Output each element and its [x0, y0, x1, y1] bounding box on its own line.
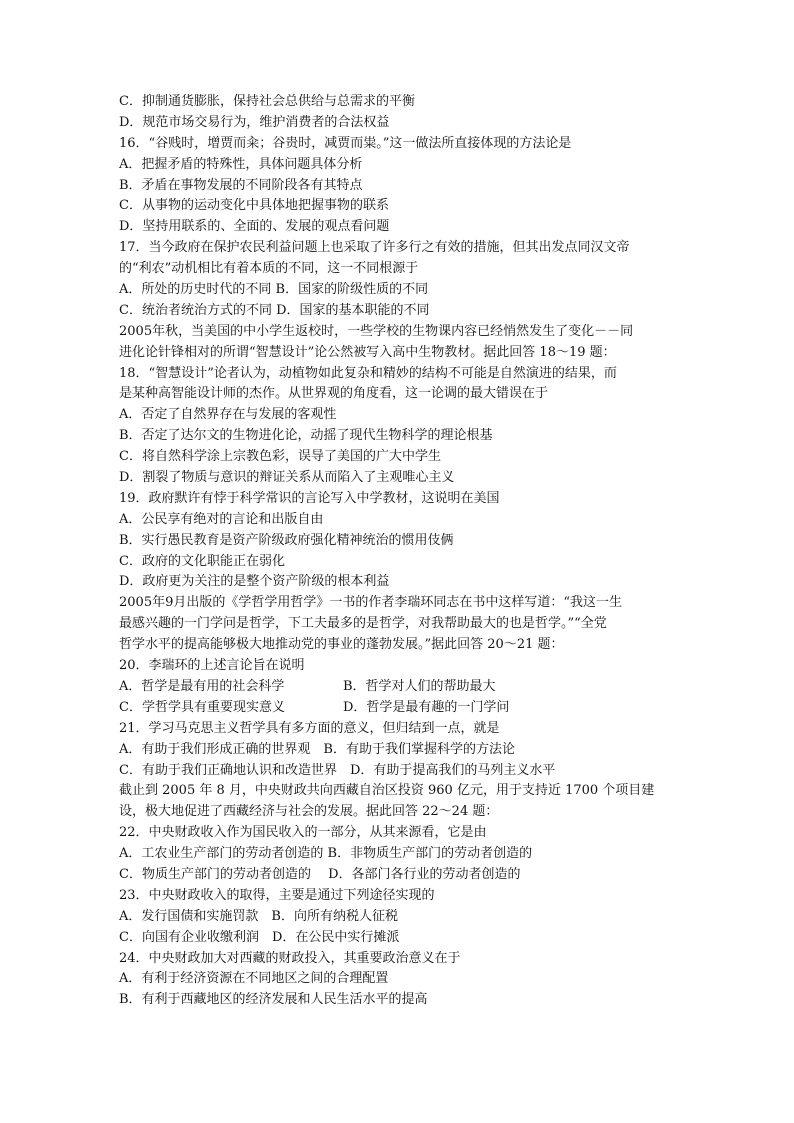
option-left: C．学哲学具有重要现实意义 [119, 699, 285, 715]
option-right: D．哲学是最有趣的一门学问 [343, 699, 510, 715]
text-line: B．有利于西藏地区的经济发展和人民生活水平的提高 [119, 992, 428, 1008]
text-line: 18．“智慧设计”论者认为，动植物如此复杂和精妙的结构不可能是自然演进的结果，而 [119, 365, 617, 381]
text-line: C．从事物的运动变化中具体地把握事物的联系 [119, 198, 389, 214]
text-line: 16．“谷贱时，增贾而籴；谷贵时，减贾而粜。”这一做法所直接体现的方法论是 [119, 135, 572, 151]
option-left: A．哲学是最有用的社会科学 [119, 678, 285, 694]
text-line: A．有利于经济资源在不同地区之间的合理配置 [119, 971, 389, 987]
text-line: A．把握矛盾的特殊性，具体问题具体分析 [119, 156, 363, 172]
text-line: 进化论针锋相对的所谓“智慧设计”论公然被写入高中生物教材。据此回答 18～19 题： [119, 344, 616, 360]
text-line: 哲学水平的提高能够极大地推动党的事业的蓬勃发展。”据此回答 20～21 题： [119, 637, 564, 653]
text-line: 最感兴趣的一门学问是哲学，下工夫最多的是哲学，对我帮助最大的也是哲学。”“全党 [119, 616, 607, 632]
text-line: 的“利农”动机相比有着本质的不同，这一不同根源于 [119, 261, 419, 277]
text-line: 24．中央财政加大对西藏的财政投入，其重要政治意义在于 [119, 950, 461, 966]
text-line: A．公民享有绝对的言论和出版自由 [119, 511, 324, 527]
text-line: D．割裂了物质与意识的辩证关系从而陷入了主观唯心主义 [119, 470, 455, 486]
text-line: 是某种高智能设计师的杰作。从世界观的角度看，这一论调的最大错误在于 [119, 386, 549, 402]
text-line: C．将自然科学涂上宗教色彩，误导了美国的广大中学生 [119, 449, 441, 465]
text-line: C．物质生产部门的劳动者创造的 D．各部门各行业的劳动者创造的 [119, 866, 521, 882]
text-line: C．政府的文化职能正在弱化 [119, 553, 285, 569]
text-line: A．否定了自然界存在与发展的客观性 [119, 407, 337, 423]
text-line: B．实行愚民教育是资产阶级政府强化精神统治的惯用伎俩 [119, 532, 454, 548]
text-line: 23．中央财政收入的取得，主要是通过下列途径实现的 [119, 887, 435, 903]
text-line: 21．学习马克思主义哲学具有多方面的意义，但归结到一点，就是 [119, 720, 500, 736]
text-line: C．有助于我们正确地认识和改造世界 D．有助于提高我们的马列主义水平 [119, 762, 556, 778]
text-line: A．有助于我们形成正确的世界观 B．有助于我们掌握科学的方法论 [119, 741, 515, 757]
text-line: A．所处的历史时代的不同 B．国家的阶级性质的不同 [119, 282, 429, 298]
text-line: 19．政府默许有悖于科学常识的言论写入中学教材，这说明在美国 [119, 490, 500, 506]
text-line: 2005年9月出版的《学哲学用哲学》一书的作者李瑞环同志在书中这样写道：“我这一生 [119, 595, 623, 611]
text-line: 17．当今政府在保护农民利益问题上也采取了许多行之有效的措施，但其出发点同汉文帝 [119, 240, 630, 256]
text-line: 截止到 2005 年 8 月，中央财政共向西藏自治区投资 960 亿元，用于支持近 1700 个项目建 [119, 783, 655, 799]
text-line: 22．中央财政收入作为国民收入的一部分，从其来源看，它是由 [119, 825, 487, 841]
text-line: 20．李瑞环的上述言论旨在说明 [119, 658, 305, 674]
text-line: D．坚持用联系的、全面的、发展的观点看问题 [119, 219, 390, 235]
text-line: A．发行国债和实施罚款 B．向所有纳税人征税 [119, 908, 398, 924]
text-line: 设，极大地促进了西藏经济与社会的发展。据此回答 22～24 题： [119, 804, 499, 820]
option-pair-line [119, 698, 679, 719]
option-right: B．哲学对人们的帮助最大 [343, 678, 496, 694]
text-line: A．工农业生产部门的劳动者创造的 B．非物质生产部门的劳动者创造的 [119, 846, 533, 862]
text-line: C．抑制通货膨胀，保持社会总供给与总需求的平衡 [119, 94, 415, 109]
text-line: B．否定了达尔文的生物进化论，动摇了现代生物科学的理论根基 [119, 428, 493, 444]
text-line: C．统治者统治方式的不同 D．国家的基本职能的不同 [119, 302, 430, 318]
text-line: 2005年秋，当美国的中小学生返校时，一些学校的生物课内容已经悄然发生了变化－－同 [119, 323, 634, 339]
text-line: B．矛盾在事物发展的不同阶段各有其特点 [119, 177, 363, 193]
document-body [119, 92, 679, 1011]
text-line: D．政府更为关注的是整个资产阶级的根本利益 [119, 574, 390, 590]
text-line: C．向国有企业收缴利润 D．在公民中实行摊派 [119, 929, 400, 945]
option-pair-line [119, 677, 679, 698]
text-line: D．规范市场交易行为，维护消费者的合法权益 [119, 114, 390, 130]
